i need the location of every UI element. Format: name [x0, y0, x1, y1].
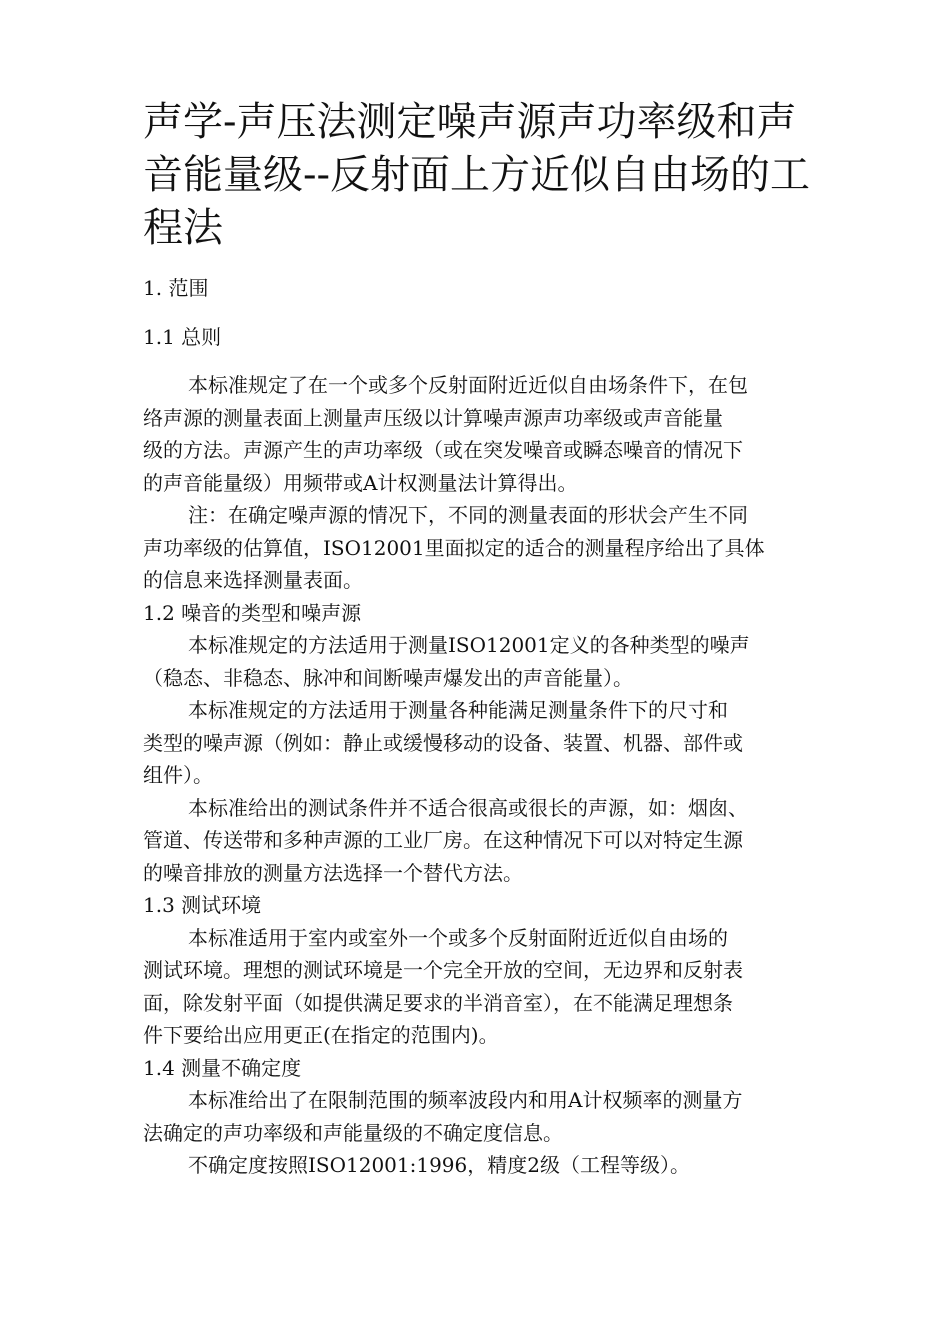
paragraph-line: 件下要给出应用更正(在指定的范围内)。 [143, 1023, 499, 1047]
document-body [143, 272, 811, 1182]
paragraph-line: 本标准给出的测试条件并不适合很高或很长的声源，如：烟囱、 [188, 795, 748, 820]
paragraph-line: 本标准规定了在一个或多个反射面附近近似自由场条件下，在包 [188, 373, 748, 397]
paragraph-line: 类型的噪声源（例如：静止或缓慢移动的设备、装置、机器、部件或 [143, 730, 743, 755]
paragraph-line: 本标准规定的方法适用于测量ISO12001定义的各种类型的噪声 [188, 633, 750, 657]
paragraph-line: 的信息来选择测量表面。 [143, 568, 363, 592]
paragraph-uncertainty [143, 1084, 811, 1149]
section-heading-general: 1.1 总则 [143, 324, 222, 349]
paragraph-line: 法确定的声功率级和声能量级的不确定度信息。 [143, 1120, 563, 1145]
paragraph-line: 本标准给出了在限制范围的频率波段内和用A计权频率的测量方 [188, 1088, 743, 1112]
title-line: 程法 [143, 205, 223, 251]
paragraph-line: 络声源的测量表面上测量声压级以计算噪声源声功率级或声音能量 [143, 405, 723, 430]
paragraph-uncertainty-grade [143, 1149, 811, 1182]
paragraph-line: 组件）。 [143, 763, 213, 787]
paragraph-line: 级的方法。声源产生的声功率级（或在突发噪音或瞬态噪音的情况下 [143, 438, 743, 462]
paragraph-line: 本标准规定的方法适用于测量各种能满足测量条件下的尺寸和 [188, 698, 728, 722]
paragraph-scope-general [143, 369, 811, 499]
section-heading-uncertainty: 1.4 测量不确定度 [143, 1055, 302, 1080]
paragraph-test-conditions [143, 792, 811, 890]
paragraph-noise-types [143, 629, 811, 694]
title-line: 声学-声压法测定噪声源声功率级和声 [143, 99, 797, 145]
paragraph-test-environment [143, 922, 811, 1052]
paragraph-line: 本标准适用于室内或室外一个或多个反射面附近近似自由场的 [188, 925, 728, 950]
title-line: 音能量级--反射面上方近似自由场的工 [143, 152, 811, 198]
paragraph-line: 管道、传送带和多种声源的工业厂房。在这种情况下可以对特定生源 [143, 828, 743, 852]
section-heading-scope: 1. 范围 [143, 276, 209, 300]
paragraph-line: 不确定度按照ISO12001:1996，精度2级（工程等级）。 [188, 1153, 690, 1177]
paragraph-line: 的声音能量级）用频带或A计权测量法计算得出。 [143, 470, 578, 495]
section-heading-noise-types: 1.2 噪音的类型和噪声源 [143, 600, 362, 625]
paragraph-line: 注：在确定噪声源的情况下，不同的测量表面的形状会产生不同 [188, 503, 748, 527]
paragraph-line: 声功率级的估算值，ISO12001里面拟定的适合的测量程序给出了具体 [143, 535, 765, 560]
paragraph-line: （稳态、非稳态、脉冲和间断噪声爆发出的声音能量）。 [143, 665, 633, 690]
paragraph-noise-sources [143, 694, 811, 792]
section-heading-test-environment: 1.3 测试环境 [143, 893, 262, 917]
paragraph-line: 的噪音排放的测量方法选择一个替代方法。 [143, 860, 523, 885]
paragraph-note [143, 499, 811, 597]
paragraph-line: 测试环境。理想的测试环境是一个完全开放的空间，无边界和反射表 [143, 958, 743, 982]
paragraph-line: 面，除发射平面（如提供满足要求的半消音室），在不能满足理想条 [143, 990, 733, 1015]
document-title [143, 96, 823, 255]
